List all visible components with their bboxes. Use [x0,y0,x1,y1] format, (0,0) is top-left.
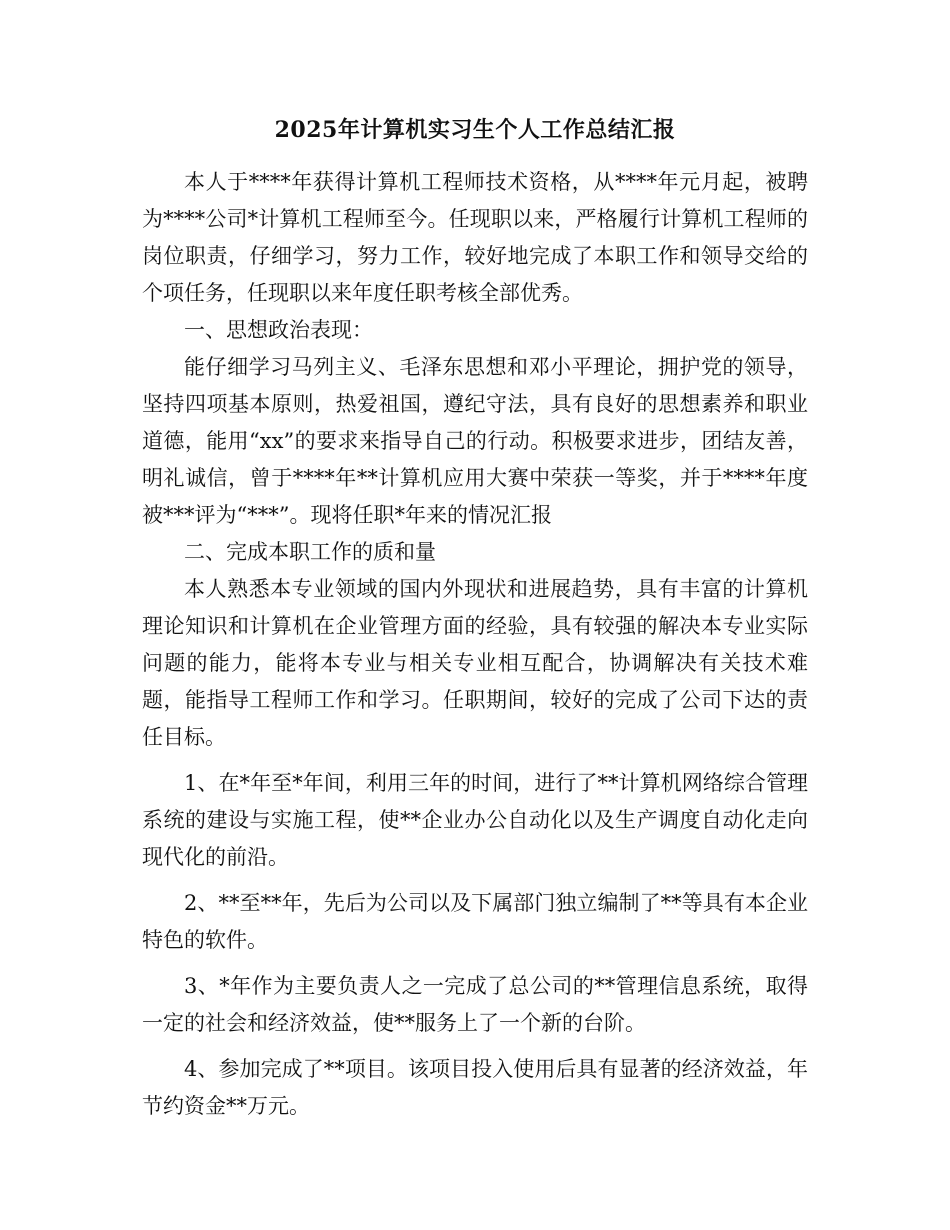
paragraph-intro: 本人于****年获得计算机工程师技术资格，从****年元月起，被聘为****公司*计算机工程师至今。任现职以来，严格履行计算机工程师的岗位职责，仔细学习，努力工作，较好地完成了本职工作和领导交给的个项任务，任现职以来年度任职考核全部优秀。 [142,170,808,305]
section-heading-work: 二、完成本职工作的质和量 [184,540,436,564]
paragraph-political: 能仔细学习马列主义、毛泽东思想和邓小平理论，拥护党的领导，坚持四项基本原则，热爱祖国，遵纪守法，具有良好的思想素养和职业道德，能用“xx”的要求来指导自己的行动。积极要求进步，团结友善，明礼诚信，曾于****年**计算机应用大赛中荣获一等奖，并于****年度被***评为“***”。现将任职*年来的情况汇报 [142,355,808,527]
document-title: 2025年计算机实习生个人工作总结汇报 [274,117,676,143]
list-item-4: 4、参加完成了**项目。该项目投入使用后具有显著的经济效益，年节约资金**万元。 [142,1057,808,1118]
section-heading-political: 一、思想政治表现： [184,318,373,342]
list-item-3: 3、*年作为主要负责人之一完成了总公司的**管理信息系统，取得一定的社会和经济效益，使**服务上了一个新的台阶。 [142,974,808,1035]
list-item-1: 1、在*年至*年间，利用三年的时间，进行了**计算机网络综合管理系统的建设与实施工程，使**企业办公自动化以及生产调度自动化走向现代化的前沿。 [142,771,808,869]
document-page [142,110,808,1134]
list-item-2: 2、**至**年，先后为公司以及下属部门独立编制了**等具有本企业特色的软件。 [142,891,808,952]
paragraph-work: 本人熟悉本专业领域的国内外现状和进展趋势，具有丰富的计算机理论知识和计算机在企业管理方面的经验，具有较强的解决本专业实际问题的能力，能将本专业与相关专业相互配合，协调解决有关技术难题，能指导工程师工作和学习。任职期间，较好的完成了公司下达的责任目标。 [142,577,808,749]
